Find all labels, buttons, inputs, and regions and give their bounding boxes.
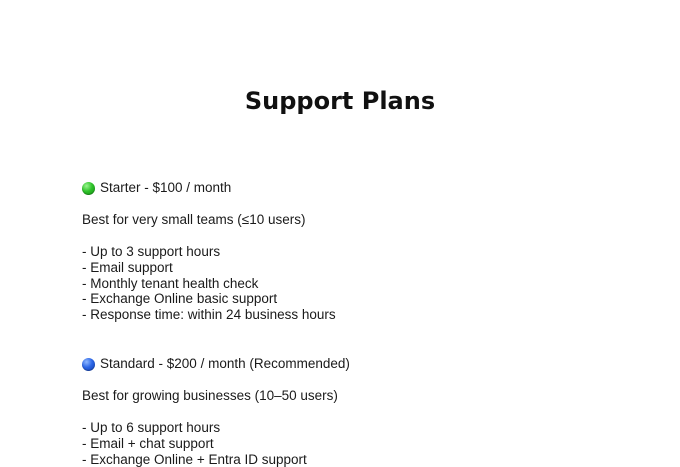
plan-title: Starter - $100 / month	[100, 180, 232, 196]
green-circle-icon	[82, 182, 95, 195]
feature-list	[82, 420, 642, 467]
plan-title: Standard - $200 / month (Recommended)	[100, 356, 350, 372]
plan-heading	[82, 180, 642, 196]
plan-description: Best for growing businesses (10–50 users)	[82, 388, 338, 403]
plan-description: Best for very small teams (≤10 users)	[82, 212, 306, 227]
feature-item: - Email support	[82, 259, 173, 275]
plan-heading	[82, 356, 642, 372]
feature-list	[82, 244, 642, 323]
feature-item: - Up to 6 support hours	[82, 420, 221, 435]
plan-standard	[82, 356, 642, 467]
feature-item: - Up to 3 support hours	[82, 244, 221, 259]
feature-item: - Email + chat support	[82, 435, 214, 451]
feature-item: - Response time: within 24 business hours	[82, 307, 336, 323]
page-title: Support Plans	[244, 87, 436, 115]
plan-starter	[82, 180, 642, 323]
blue-circle-icon	[82, 358, 95, 371]
feature-item: - Exchange Online basic support	[82, 291, 278, 307]
feature-item: - Exchange Online + Entra ID support	[82, 451, 307, 467]
feature-item: - Monthly tenant health check	[82, 275, 259, 291]
